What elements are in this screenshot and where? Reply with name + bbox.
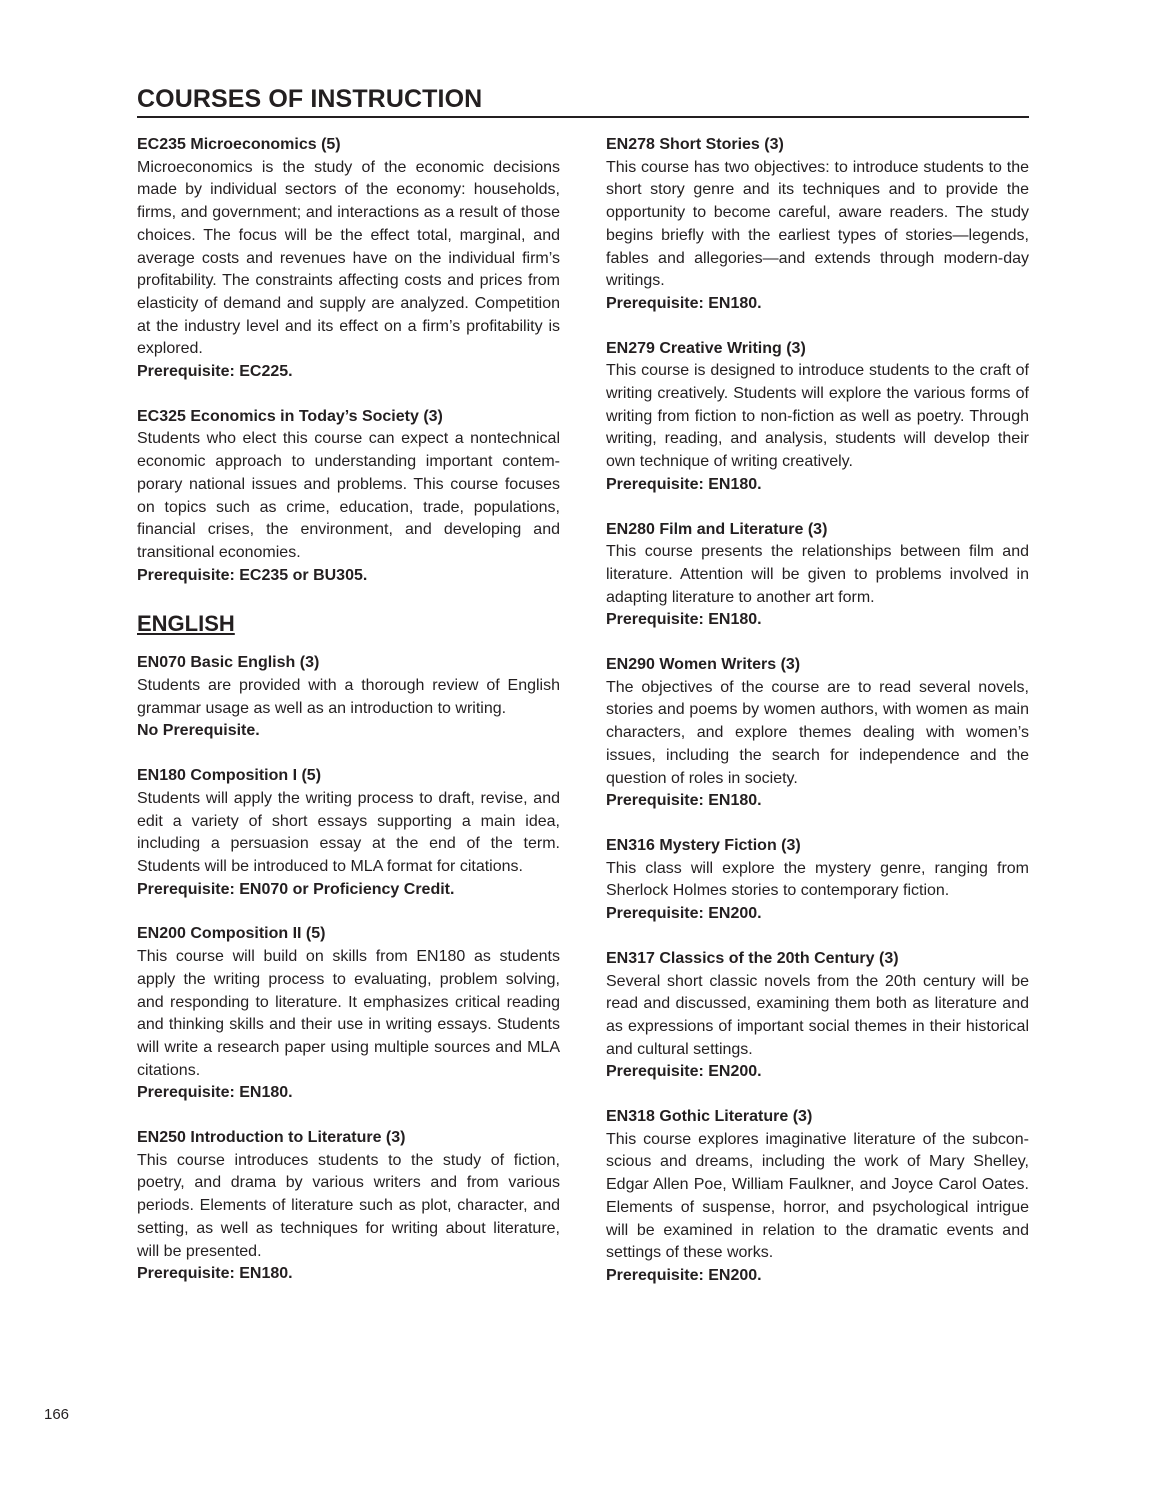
course-entry	[606, 654, 1029, 813]
course-description: The objectives of the course are to read several novels, stories and poems by women authors, with women as main characters, and explore themes dealing with women’s issues, including the search for independence and the question of roles in society.	[606, 678, 1029, 787]
course-entry	[137, 1127, 560, 1286]
course-prerequisite: Prerequisite: EN180.	[606, 294, 762, 312]
course-description: Students are provided with a thorough review of English grammar usage as well as an introduction to writing.	[137, 677, 560, 717]
course-prerequisite: Prerequisite: EN070 or Proficiency Credit.	[137, 880, 455, 898]
course-title: EN070 Basic English (3)	[137, 654, 320, 672]
course-description: This course explores imaginative literature of the subconscious and dreams, including the work of Mary Shelley, Edgar Allen Poe, William Faulkner, and Joyce Carol Oates. Elements of suspense, horror, and psychological intrigue will be examined in relation to the dramatic events and settings of these works.	[606, 1130, 1029, 1262]
course-entry	[606, 519, 1029, 633]
course-entry	[137, 765, 560, 901]
course-title: EN250 Introduction to Literature (3)	[137, 1129, 406, 1147]
course-prerequisite: Prerequisite: EN200.	[606, 905, 762, 923]
course-entry	[137, 923, 560, 1105]
course-description: This course presents the relationships between film and literature. Attention will be given to problems involved in adapting literature to another art form.	[606, 543, 1029, 606]
course-entry	[606, 1106, 1029, 1288]
course-prerequisite: Prerequisite: EN180.	[606, 475, 762, 493]
course-title: EC325 Economics in Today’s Society (3)	[137, 407, 443, 425]
course-description: Students who elect this course can expect a nontechnical economic approach to understanding important contemporary national issues and problems. This course focuses on topics such as crime, education, trade, populations, financial crises, the environment, and developing and transitional economies.	[137, 430, 560, 561]
course-title: EN180 Composition I (5)	[137, 767, 322, 785]
left-column	[137, 134, 560, 1308]
course-description: This class will explore the mystery genre, ranging from Sherlock Holmes stories to contemporary fiction.	[606, 859, 1029, 900]
course-entry	[606, 948, 1029, 1084]
course-prerequisite: Prerequisite: EN180.	[606, 792, 762, 810]
course-title: EC235 Microeconomics (5)	[137, 136, 341, 153]
page-title: COURSES OF INSTRUCTION	[137, 85, 483, 113]
course-prerequisite: Prerequisite: EN200.	[606, 1063, 762, 1081]
section-heading-english: ENGLISH	[137, 611, 235, 637]
course-title: EN316 Mystery Fiction (3)	[606, 836, 801, 854]
course-entry	[137, 134, 560, 384]
course-title: EN318 Gothic Literature (3)	[606, 1108, 813, 1126]
right-column	[606, 134, 1029, 1310]
page-number: 166	[44, 1406, 70, 1423]
course-prerequisite: No Prerequisite.	[137, 722, 260, 740]
course-prerequisite: Prerequisite: EN180.	[606, 611, 762, 629]
course-prerequisite: Prerequisite: EC225.	[137, 363, 293, 381]
course-prerequisite: Prerequisite: EN180.	[137, 1084, 293, 1102]
course-title: EN317 Classics of the 20th Century (3)	[606, 949, 899, 967]
course-title: EN200 Composition II (5)	[137, 925, 326, 943]
page-header	[137, 84, 1029, 118]
course-description: This course is designed to introduce students to the craft of writing creatively. Students will explore the various forms of writing from fiction to non-fiction as well as poetry. Through writing, reading, and analysis, students will develop their own technique of writing creatively.	[606, 362, 1029, 471]
course-entry	[137, 406, 560, 588]
course-description: Students will apply the writing process to draft, revise, and edit a variety of short essays supporting a main idea, including a persuasion essay at the end of the term. Students will be introduced to MLA format for citations.	[137, 789, 560, 875]
course-prerequisite: Prerequisite: EN200.	[606, 1266, 762, 1284]
course-description: This course will build on skills from EN180 as students apply the writing process to evaluating, problem solving, and responding to literature. It emphasizes critical reading and thinking skills and their use in writing essays. Students will write a research paper using multiple sources and MLA citations.	[137, 948, 560, 1079]
course-entry	[606, 338, 1029, 497]
course-description: Microeconomics is the study of the economic decisions made by individual sectors of the economy: households, firms, and government; and interactions as a result of those choices. The focus will be the effect total, marginal, and average costs and revenues have on the individual firm’s profitability. The constraints affecting costs and prices from elasticity of demand and supply are analyzed. Competition at the industry level and its effect on a firm’s profitability is explored.	[137, 158, 560, 358]
course-title: EN280 Film and Literature (3)	[606, 520, 828, 538]
course-title: EN290 Women Writers (3)	[606, 656, 801, 674]
course-description: This course has two objectives: to introduce students to the short story genre and its techniques and to provide the opportunity to become careful, aware readers. The study begins briefly with the earliest types of stories—legends, fables and allegories—and extends through modern-day writings.	[606, 158, 1029, 290]
course-prerequisite: Prerequisite: EC235 or BU305.	[137, 566, 368, 584]
course-prerequisite: Prerequisite: EN180.	[137, 1265, 293, 1283]
course-title: EN278 Short Stories (3)	[606, 136, 784, 153]
course-description: This course introduces students to the study of fiction, poetry, and drama by various writers and from various periods. Elements of literature such as plot, character, and setting, as well as techniques for writing about literature, will be presented.	[137, 1151, 560, 1260]
course-entry	[137, 652, 560, 743]
course-title: EN279 Creative Writing (3)	[606, 339, 806, 357]
course-description: Several short classic novels from the 20th century will be read and discussed, examining them both as literature and as expressions of important social themes in their historical and cultural settings.	[606, 972, 1029, 1058]
course-entry	[606, 134, 1029, 316]
course-entry	[606, 835, 1029, 926]
